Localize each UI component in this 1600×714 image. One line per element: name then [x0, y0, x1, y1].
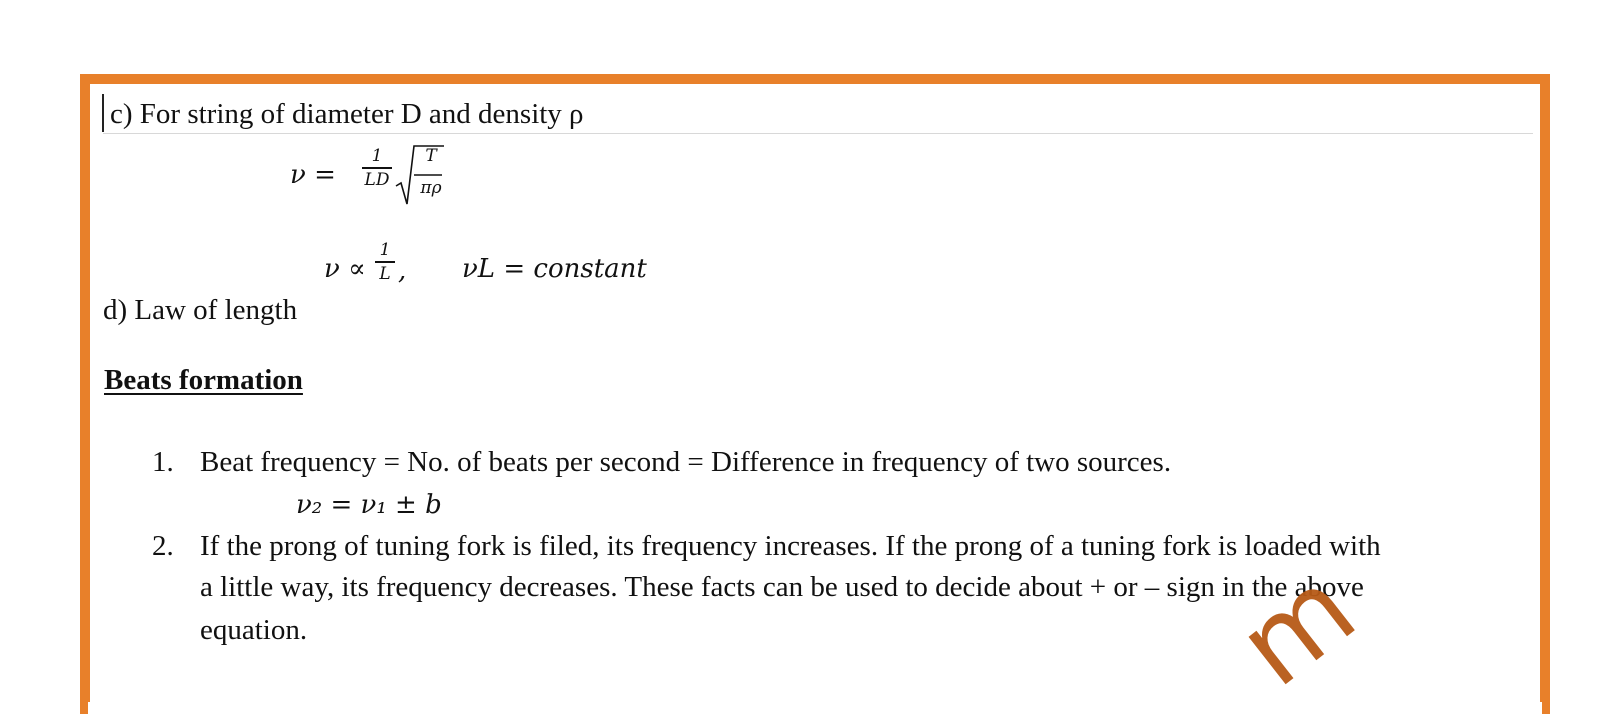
list-item-2-line-3: equation. [200, 614, 308, 646]
fraction-numerator: 1 [371, 146, 383, 166]
section-c-title: c) For string of diameter D and density ρ [110, 98, 584, 130]
section-d-title: d) Law of length [103, 294, 298, 326]
proportional-denominator: L [379, 263, 391, 284]
fraction-bar [362, 167, 392, 169]
proportional-bar [375, 261, 395, 263]
fraction-denominator: LD [364, 169, 390, 190]
beats-heading: Beats formation [104, 364, 303, 396]
proportional-lhs: ν ∝ [324, 254, 366, 284]
sqrt-numerator-box [416, 146, 446, 166]
proportional-comma: , [398, 256, 407, 286]
sqrt-numerator: T [425, 146, 437, 166]
proportional-fraction [375, 240, 395, 284]
list-item-2-number: 2. [152, 530, 174, 562]
watermark: m [1215, 544, 1379, 711]
formula-fraction [362, 146, 392, 190]
list-item-2-line-2: a little way, its frequency decreases. These facts can be used to decide about + or – sign in the above [200, 571, 1364, 603]
sqrt-denominator-box [414, 178, 448, 198]
formula-lhs: ν = [290, 160, 336, 190]
text-cursor-bar [102, 94, 104, 132]
proportional-numerator: 1 [379, 240, 391, 260]
list-item-1-text: Beat frequency = No. of beats per second = Difference in frequency of two sources. [200, 446, 1172, 478]
constant-relation: νL = constant [462, 254, 647, 284]
beat-equation: ν₂ = ν₁ ± b [296, 490, 442, 520]
sqrt-denominator: πρ [420, 178, 442, 198]
divider-line [103, 133, 1533, 134]
list-item-2-line-1: If the prong of tuning fork is filed, its frequency increases. If the prong of a tuning fork is loaded with [200, 530, 1381, 562]
list-item-1-number: 1. [152, 446, 174, 478]
